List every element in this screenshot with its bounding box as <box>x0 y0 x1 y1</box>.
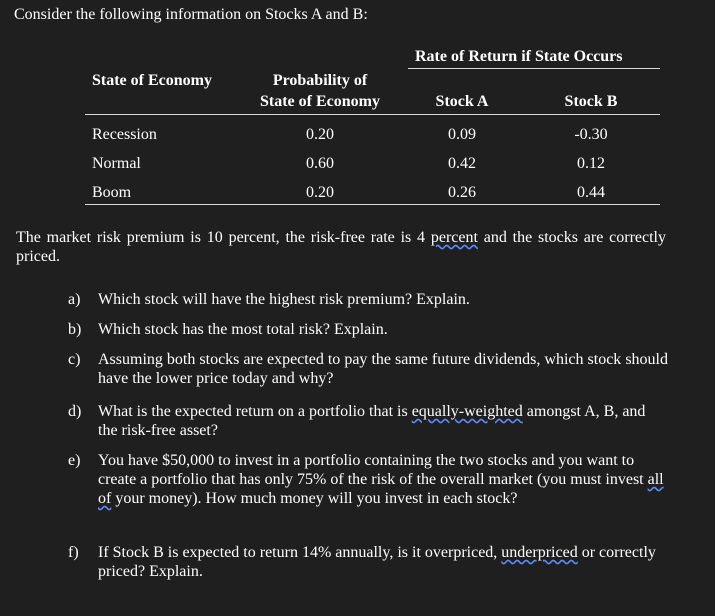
question-b <box>68 320 668 339</box>
col-prob-header-line2: State of Economy <box>260 93 380 110</box>
question-text <box>98 451 668 508</box>
question-text-before: You have $50,000 to invest in a portfolio containing the two stocks and you want to create a portfolio that has only 75% of the risk of the overall market (you must invest <box>98 452 648 488</box>
question-letter: f) <box>68 544 79 561</box>
question-text-after: your money). How much money will you invest in each stock? <box>111 490 518 507</box>
question-letter: d) <box>68 403 82 420</box>
rate-header-rule <box>408 68 660 69</box>
row-normal-state: Normal <box>92 155 141 172</box>
question-text: Which stock has the most total risk? Explain. <box>98 321 388 338</box>
question-f <box>68 543 668 581</box>
row-recession-b: -0.30 <box>574 126 608 143</box>
rate-of-return-header: Rate of Return if State Occurs <box>415 48 623 65</box>
question-a <box>68 290 668 309</box>
question-text <box>98 543 668 581</box>
question-d <box>68 402 668 440</box>
row-normal-b: 0.12 <box>577 155 605 172</box>
row-normal-prob: 0.60 <box>306 155 334 172</box>
row-boom-prob: 0.20 <box>306 184 334 201</box>
paragraph-spellcheck-word: percent <box>430 229 478 246</box>
row-boom-a: 0.26 <box>448 184 476 201</box>
question-spellcheck-word: equally-weighted <box>411 403 523 420</box>
question-text <box>98 402 668 440</box>
row-recession-state: Recession <box>92 126 157 143</box>
question-text: Assuming both stocks are expected to pay the same future dividends, which stock should have the lower price today and why? <box>98 351 668 387</box>
question-spellcheck-word: all of <box>98 471 664 507</box>
paragraph-text-before: The market risk premium is 10 percent, the risk-free rate is 4 <box>16 229 431 246</box>
table-bottom-rule <box>85 204 660 205</box>
question-text-before: If Stock B is expected to return 14% annually, is it overpriced, <box>98 544 502 561</box>
question-letter: e) <box>68 452 81 469</box>
question-letter: c) <box>68 351 81 368</box>
market-info-paragraph <box>16 228 666 266</box>
question-text-after: or correctly priced? Explain. <box>98 544 656 580</box>
row-normal-a: 0.42 <box>448 155 476 172</box>
row-boom-b: 0.44 <box>577 184 605 201</box>
table-header-rule <box>85 114 660 115</box>
row-boom-state: Boom <box>92 184 132 201</box>
question-text-after: amongst A, B, and the risk-free asset? <box>98 403 646 439</box>
question-text-before: What is the expected return on a portfolio that is <box>98 403 412 420</box>
col-prob-header-line1: Probability of <box>272 72 368 89</box>
paragraph-text-after: and the stocks are correctly priced. <box>16 229 666 265</box>
question-e <box>68 451 668 508</box>
col-state-header: State of Economy <box>92 72 212 89</box>
question-spellcheck-word: underpriced <box>501 544 578 561</box>
col-stock-b-header: Stock B <box>564 93 618 110</box>
intro-text: Consider the following information on Stocks A and B: <box>14 6 368 23</box>
question-c <box>68 350 668 388</box>
col-stock-a-header: Stock A <box>435 93 489 110</box>
question-text: Which stock will have the highest risk premium? Explain. <box>98 291 470 308</box>
row-recession-prob: 0.20 <box>306 126 334 143</box>
question-letter: a) <box>68 291 81 308</box>
row-recession-a: 0.09 <box>448 126 476 143</box>
question-letter: b) <box>68 321 82 338</box>
